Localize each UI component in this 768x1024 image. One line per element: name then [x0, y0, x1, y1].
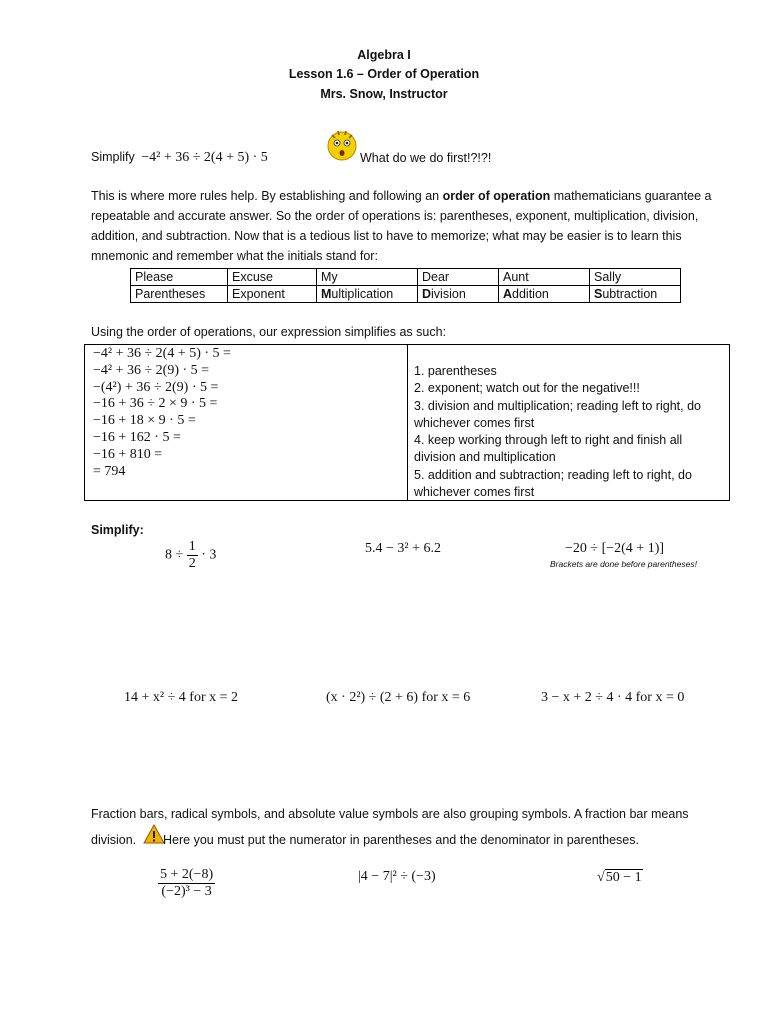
simplify-label: Simplify: [91, 150, 135, 164]
mnemonic-row-words: [131, 269, 681, 286]
fraction: $\frac{5 + 2(-8)}{\text{(−2)³ − 3}}$: [160, 867, 214, 899]
practice-problem-6: 3 − x + 2 ÷ 4 · 4 for x = 0: [541, 690, 685, 705]
box-divider: [407, 345, 408, 500]
grouping-problem-1: [158, 867, 215, 900]
mnemonic-cell: Parentheses: [131, 286, 228, 303]
intro-expression: −4² + 36 ÷ 2(4 + 5) · 5: [141, 150, 268, 165]
paragraph-text-b: mathematicians guarantee a repeatable and accurate answer. So the order of operations is: parentheses, exponent, multiplication, division, addition, and subtraction. Now that is a tedious list to have to memorize; what may be easier is to learn this mnemonic and remember what the initials stand for:: [91, 189, 712, 263]
instructor-name: Mrs. Snow, Instructor: [320, 87, 448, 101]
warning-triangle-icon: [143, 824, 165, 844]
example-step: = 794: [93, 463, 126, 479]
example-note: 4. keep working through left to right and finish all division and multiplication: [414, 433, 683, 465]
mnemonic-row-operations: [131, 286, 681, 303]
mnemonic-cell: Sally: [590, 269, 681, 286]
practice-problem-2: 5.4 − 3² + 6.2: [365, 541, 441, 556]
example-step: −16 + 810 =: [93, 446, 163, 462]
grouping-problem-3: [597, 870, 643, 886]
surprised-smiley-icon: [324, 126, 360, 162]
brackets-note: Brackets are done before parentheses!: [550, 559, 697, 569]
mnemonic-cell: Excuse: [228, 269, 317, 286]
mnemonic-cell: Subtraction: [590, 286, 681, 303]
grouping-line-2b: Here you must put the numerator in parentheses and the denominator in parentheses.: [163, 833, 639, 847]
example-step: −4² + 36 ÷ 2(9) · 5 =: [93, 362, 210, 378]
lesson-title: Lesson 1.6 – Order of Operation: [288, 67, 480, 81]
grouping-problem-2: |4 − 7|² ÷ (−3): [358, 869, 436, 884]
example-step: −(4²) + 36 ÷ 2(9) · 5 =: [93, 379, 219, 395]
mnemonic-cell: Addition: [499, 286, 590, 303]
mnemonic-cell: Exponent: [228, 286, 317, 303]
practice-label: Simplify:: [91, 523, 144, 537]
fraction: $\frac{1}{2}$: [188, 539, 196, 571]
mnemonic-cell: Division: [418, 286, 499, 303]
example-step: −16 + 36 ÷ 2 × 9 · 5 =: [93, 396, 218, 412]
mnemonic-cell: Dear: [418, 269, 499, 286]
practice-problem-4: 14 + x² ÷ 4 for x = 2: [124, 690, 238, 705]
example-steps: [93, 346, 231, 480]
intro-question: What do we do first!?!?!: [360, 151, 492, 165]
paragraph-bold: order of operation: [442, 189, 551, 203]
mnemonic-table: [130, 268, 681, 303]
paragraph-text-a: This is where more rules help. By establishing and following an: [91, 189, 443, 203]
example-note: 2. exponent; watch out for the negative!!!: [414, 381, 640, 396]
example-notes: [414, 363, 719, 501]
example-note: 1. parentheses: [414, 364, 497, 378]
order-paragraph: [91, 186, 731, 266]
example-step: −4² + 36 ÷ 2(4 + 5) · 5 =: [93, 346, 231, 361]
mnemonic-cell: My: [317, 269, 418, 286]
grouping-line-1: Fraction bars, radical symbols, and absolute value symbols are also grouping symbols. A fraction bar means: [91, 807, 689, 821]
mnemonic-cell: Multiplication: [317, 286, 418, 303]
mnemonic-cell: Aunt: [499, 269, 590, 286]
simplify-intro: [91, 147, 268, 168]
radical: √50 − 1: [597, 870, 642, 885]
example-step: −16 + 18 × 9 · 5 =: [93, 413, 196, 429]
example-step: −16 + 162 · 5 =: [93, 429, 181, 445]
example-note: 5. addition and subtraction; reading left to right, do whichever comes first: [414, 467, 692, 500]
practice-problem-1: 8 ÷ $\frac{1}{2}$ · 3: [165, 539, 217, 571]
course-title: Algebra I: [357, 48, 411, 62]
mnemonic-cell: Please: [131, 269, 228, 286]
example-note: 3. division and multiplication; reading left to right, do whichever comes first: [414, 398, 701, 430]
example-intro: Using the order of operations, our expression simplifies as such:: [91, 325, 447, 339]
practice-problem-5: (x · 2²) ÷ (2 + 6) for x = 6: [326, 690, 471, 705]
practice-problem-3: −20 ÷ [−2(4 + 1)]: [565, 541, 665, 556]
grouping-line-2a: division.: [91, 833, 137, 847]
worked-example-box: [84, 344, 730, 501]
